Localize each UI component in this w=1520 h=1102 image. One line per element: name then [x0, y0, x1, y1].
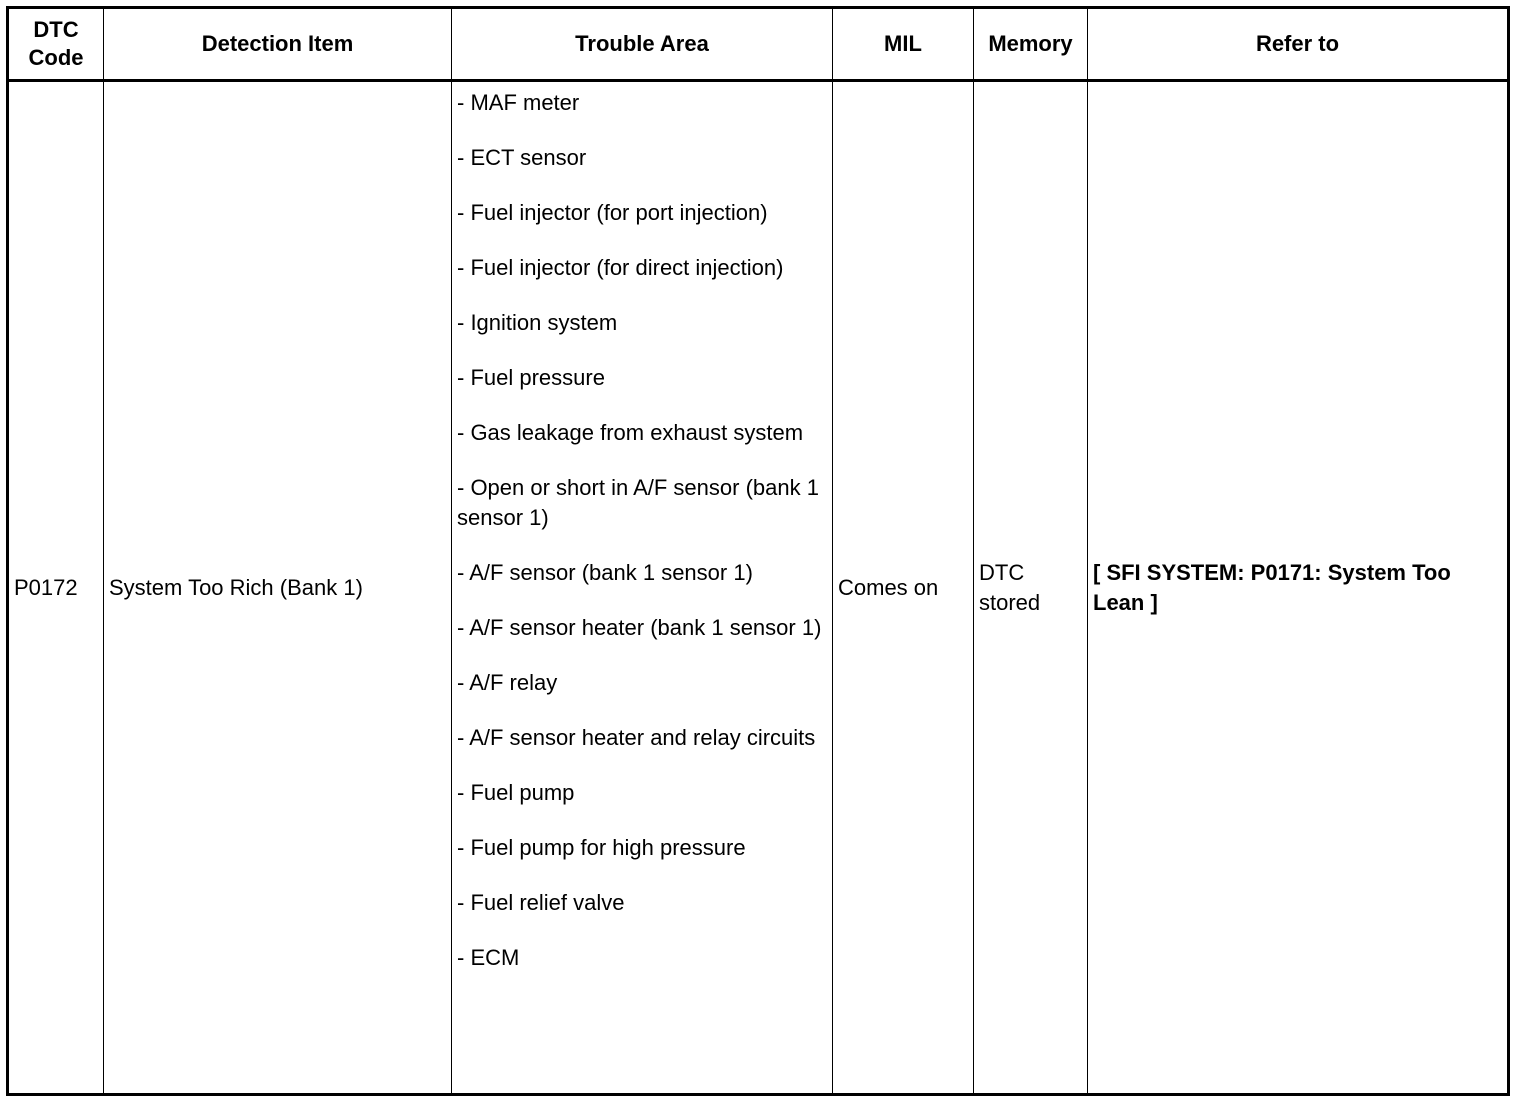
trouble-area-list [457, 82, 828, 973]
cell-dtc-code: P0172 [8, 81, 104, 1095]
list-item: - Fuel relief valve [457, 890, 625, 915]
cell-detection-item: System Too Rich (Bank 1) [104, 81, 452, 1095]
list-item: - A/F sensor (bank 1 sensor 1) [457, 560, 753, 585]
list-item: - A/F relay [457, 670, 558, 695]
header-trouble-area: Trouble Area [452, 8, 833, 81]
header-memory: Memory [974, 8, 1088, 81]
list-item: - Gas leakage from exhaust system [457, 420, 804, 445]
list-item: - Fuel injector (for port injection) [457, 200, 768, 225]
list-item: - MAF meter [457, 90, 580, 115]
list-item: - A/F sensor heater (bank 1 sensor 1) [457, 615, 822, 640]
cell-trouble-area [452, 81, 833, 1095]
list-item: - Ignition system [457, 310, 618, 335]
list-item: - Fuel pump for high pressure [457, 835, 746, 860]
header-row [8, 8, 1509, 81]
dtc-table [6, 6, 1510, 1096]
list-item: - Fuel pump [457, 780, 575, 805]
cell-mil: Comes on [833, 81, 974, 1095]
table-row [8, 81, 1509, 1095]
cell-memory: DTC stored [974, 81, 1088, 1095]
header-mil: MIL [833, 8, 974, 81]
list-item: - A/F sensor heater and relay circuits [457, 725, 816, 750]
list-item: - ECM [457, 945, 520, 970]
list-item: - Fuel injector (for direct injection) [457, 255, 784, 280]
list-item: - ECT sensor [457, 145, 587, 170]
list-item: - Open or short in A/F sensor (bank 1 sensor 1) [457, 475, 819, 530]
header-detection-item: Detection Item [104, 8, 452, 81]
list-item: - Fuel pressure [457, 365, 605, 390]
header-dtc-code [8, 8, 104, 81]
header-dtc-code-line2: Code [28, 45, 84, 70]
header-refer-to: Refer to [1088, 8, 1509, 81]
header-dtc-code-line1: DTC [33, 17, 79, 42]
refer-to-link[interactable]: [ SFI SYSTEM: P0171: System Too Lean ] [1088, 81, 1509, 1095]
